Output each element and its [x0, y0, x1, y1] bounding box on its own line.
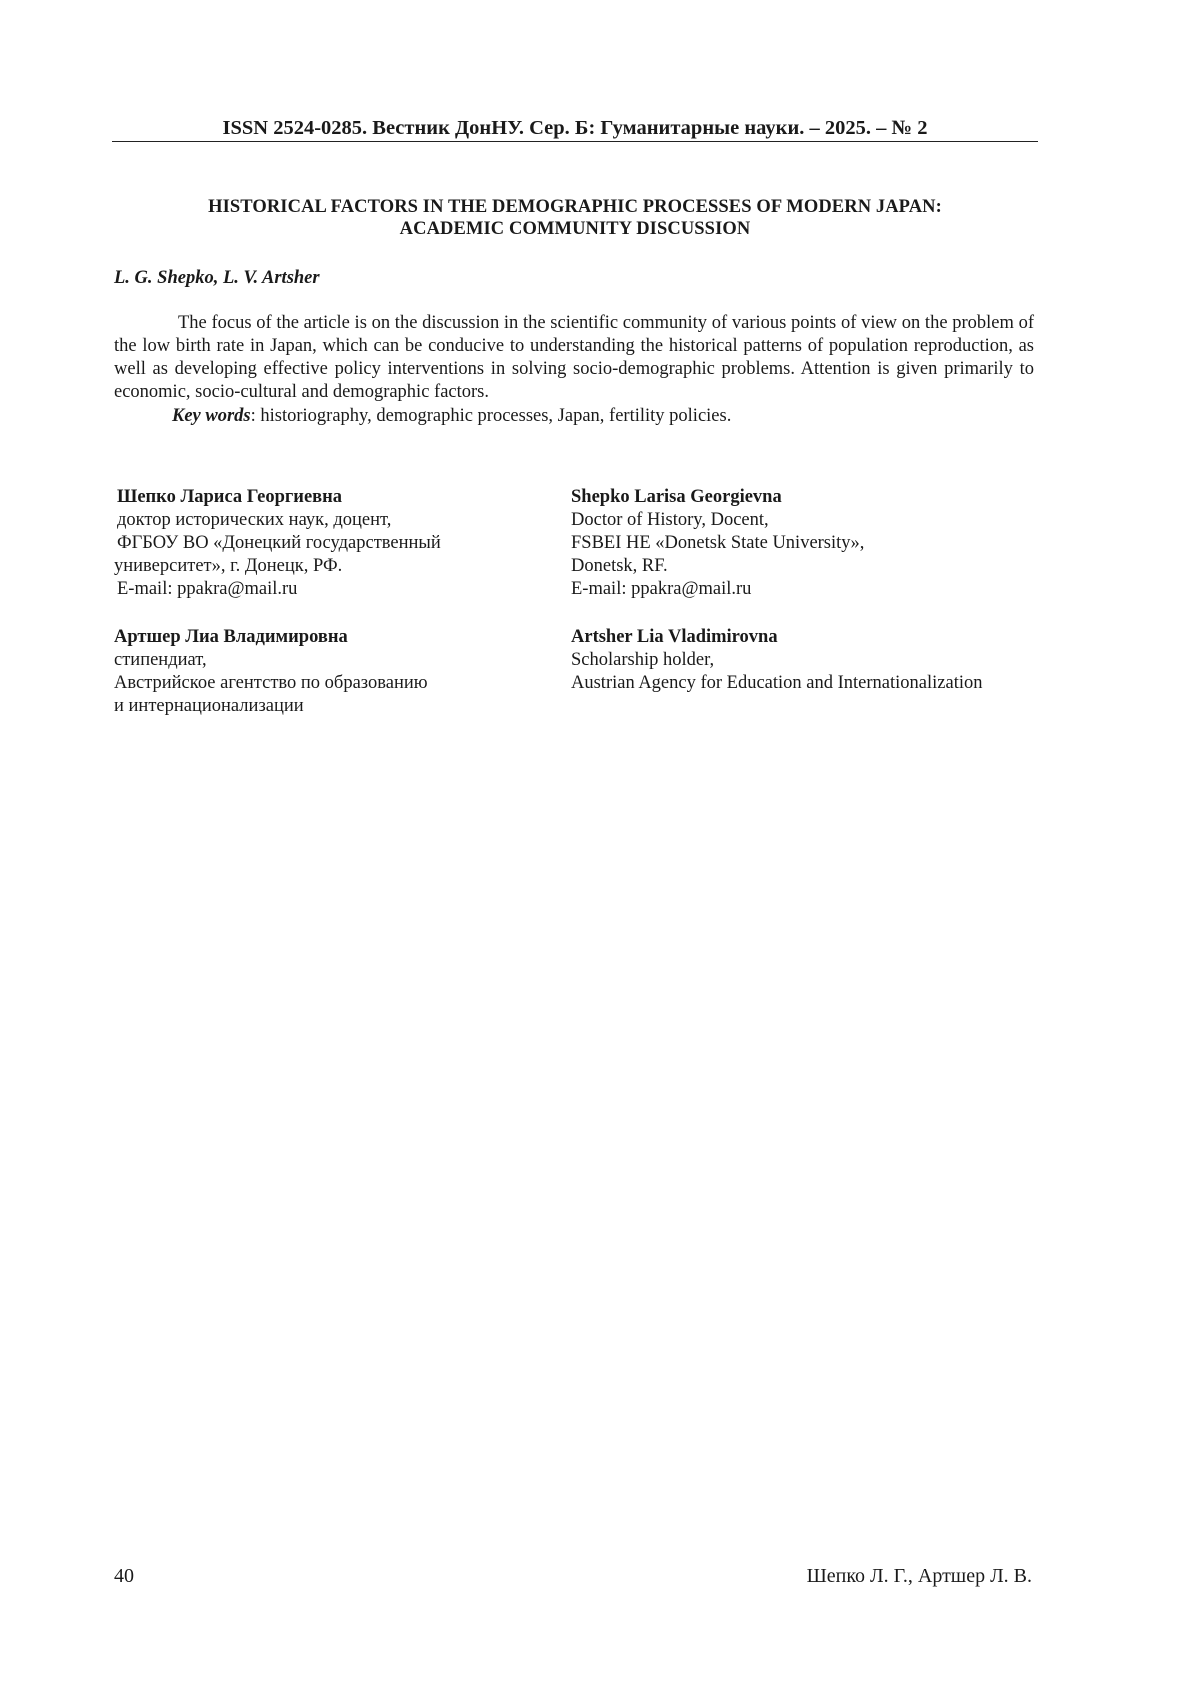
- author-affiliation-en: FSBEI HE «Donetsk State University»,: [571, 533, 865, 553]
- author-affiliation-ru-cont: и интернационализации: [114, 696, 304, 716]
- abstract: The focus of the article is on the discussion in the scientific community of various points of view on the problem of the low birth rate in Japan, which can be conducive to understanding the historical patterns of population reproduction, as well as developing effective policy interventions in solving socio-demographic problems. Attention is given primarily to economic, socio-cultural and demographic factors.: [114, 313, 1034, 402]
- header-rule: [112, 141, 1038, 142]
- keywords-label: Key words: [172, 406, 251, 426]
- author-degree-ru: доктор исторических наук, доцент,: [117, 510, 392, 530]
- author-info-ru-1: [114, 486, 534, 601]
- article-title: [112, 196, 1038, 240]
- author-email-en: E-mail: ppakra@mail.ru: [571, 579, 752, 599]
- running-header: ISSN 2524-0285. Вестник ДонНУ. Сер. Б: Гуманитарные науки. – 2025. – № 2: [222, 117, 928, 139]
- author-affiliation-en: Austrian Agency for Education and Internationalization: [571, 673, 983, 693]
- keywords: [114, 405, 1034, 428]
- article-authors: L. G. Shepko, L. V. Artsher: [114, 268, 320, 288]
- author-position-ru: стипендиат,: [114, 650, 207, 670]
- keywords-list: : historiography, demographic processes, Japan, fertility policies.: [250, 406, 732, 426]
- author-city-en: Donetsk, RF.: [571, 556, 668, 576]
- footer-authors: Шепко Л. Г., Артшер Л. В.: [806, 1565, 1032, 1587]
- author-name-en: Artsher Lia Vladimirovna: [571, 627, 778, 647]
- author-name-en: Shepko Larisa Georgievna: [571, 487, 782, 507]
- author-info-en-1: [571, 486, 1041, 601]
- author-affiliation-ru: ФГБОУ ВО «Донецкий государственный: [117, 533, 441, 553]
- author-info-en-2: [571, 626, 1041, 695]
- author-position-en: Scholarship holder,: [571, 650, 715, 670]
- author-name-ru: Артшер Лиа Владимировна: [114, 627, 348, 647]
- page-number: 40: [114, 1565, 134, 1587]
- author-degree-en: Doctor of History, Docent,: [571, 510, 769, 530]
- article-title-line-1: HISTORICAL FACTORS IN THE DEMOGRAPHIC PROCESSES OF MODERN JAPAN:: [208, 197, 942, 217]
- author-affiliation-ru-cont: университет», г. Донецк, РФ.: [114, 556, 343, 576]
- author-info-ru-2: [114, 626, 534, 718]
- author-affiliation-ru: Австрийское агентство по образованию: [114, 673, 428, 693]
- article-title-line-2: ACADEMIC COMMUNITY DISCUSSION: [399, 219, 751, 239]
- author-email-ru: E-mail: ppakra@mail.ru: [117, 579, 298, 599]
- author-name-ru: Шепко Лариса Георгиевна: [117, 487, 343, 507]
